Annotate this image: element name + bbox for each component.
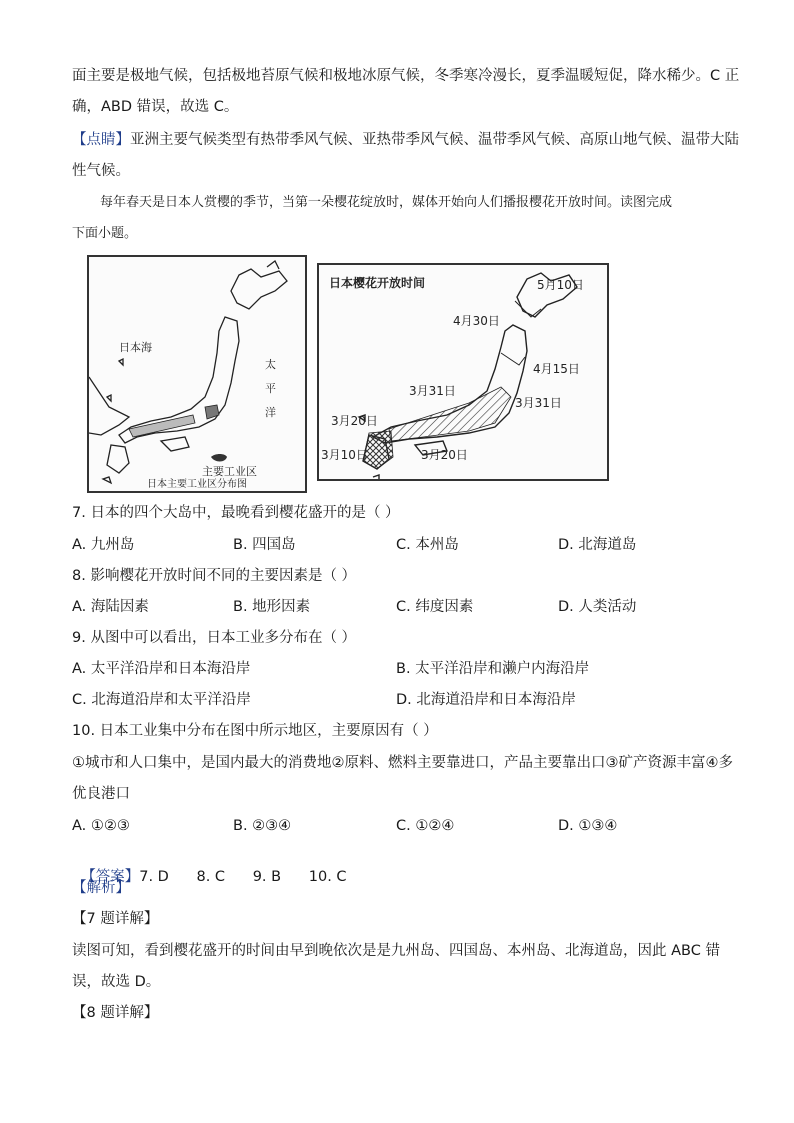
- q7-detail-label: 【7 题详解】: [72, 911, 159, 927]
- intro-line-2: 确，ABD 错误，故选 C。: [72, 99, 239, 115]
- q9-option-c: C. 北海道沿岸和太平洋沿岸: [72, 692, 251, 708]
- question-8-text: 影响樱花开放时间不同的主要因素是（ ）: [90, 568, 357, 584]
- question-9-text: 从图中可以看出，日本工业多分布在（ ）: [90, 630, 357, 646]
- date-label-3: 4月15日: [533, 362, 580, 376]
- question-7: [72, 503, 400, 523]
- question-8-number: 8.: [72, 568, 86, 584]
- date-label-5: 3月31日: [515, 396, 562, 410]
- tip-line-1: [72, 130, 739, 150]
- q10-option-d: D. ①③④: [558, 818, 618, 834]
- date-label-6: 3月20日: [331, 414, 378, 428]
- q9-option-b: B. 太平洋沿岸和濑户内海沿岸: [396, 661, 590, 677]
- question-8: [72, 566, 356, 586]
- tip-text-1: 亚洲主要气候类型有热带季风气候、亚热带季风气候、温带季风气候、高原山地气候、温带大陆: [130, 132, 739, 148]
- tip-line-2: 性气候。: [72, 163, 130, 179]
- q8-detail-label: 【8 题详解】: [72, 1005, 159, 1021]
- q7-option-c: C. 本州岛: [396, 537, 459, 553]
- analysis-label: 【解析】: [72, 880, 130, 896]
- date-label-8: 3月20日: [421, 448, 468, 462]
- q8-option-b: B. 地形因素: [233, 599, 311, 615]
- q10-option-b: B. ②③④: [233, 818, 292, 834]
- industry-legend-icon: [211, 454, 227, 462]
- q7-option-a: A. 九州岛: [72, 537, 135, 553]
- date-label-7: 3月10日: [321, 448, 368, 462]
- sakura-map: [317, 263, 609, 481]
- sakura-map-title: 日本樱花开放时间: [329, 276, 426, 290]
- question-7-text: 日本的四个大岛中，最晚看到樱花盛开的是（ ）: [90, 505, 400, 521]
- legend-label: 主要工业区: [202, 465, 257, 478]
- q7-detail-line-2: 误，故选 D。: [72, 974, 161, 990]
- q9-option-a: A. 太平洋沿岸和日本海沿岸: [72, 661, 251, 677]
- industrial-map: [87, 255, 307, 493]
- question-10-number: 10.: [72, 723, 96, 739]
- q8-option-d: D. 人类活动: [558, 599, 637, 615]
- date-label-4: 3月31日: [409, 384, 456, 398]
- question-7-number: 7.: [72, 505, 86, 521]
- question-10-statements-2: 优良港口: [72, 786, 130, 802]
- answer-label: 【答案】: [81, 869, 140, 885]
- q7-option-b: B. 四国岛: [233, 537, 296, 553]
- ocean-label: 太平洋: [265, 358, 276, 419]
- q7-option-d: D. 北海道岛: [558, 537, 637, 553]
- intro-line-1: 面主要是极地气候，包括极地苔原气候和极地冰原气候，冬季寒冷漫长，夏季温暖短促，降水稀少。C 正: [72, 68, 740, 84]
- question-10-text: 日本工业集中分布在图中所示地区，主要原因有（ ）: [99, 723, 438, 739]
- sakura-map-drawing: [319, 265, 607, 479]
- q9-option-d: D. 北海道沿岸和日本海沿岸: [396, 692, 576, 708]
- sea-label: 日本海: [119, 341, 152, 354]
- q10-option-a: A. ①②③: [72, 818, 130, 834]
- question-9-number: 9.: [72, 630, 86, 646]
- answer-text: 7. D 8. C 9. B 10. C: [139, 869, 347, 885]
- q8-option-c: C. 纬度因素: [396, 599, 474, 615]
- q8-option-a: A. 海陆因素: [72, 599, 149, 615]
- question-10: [72, 721, 438, 741]
- date-label-2: 4月30日: [453, 314, 500, 328]
- map-caption: 日本主要工业区分布图: [147, 479, 247, 490]
- question-10-statements-1: ①城市和人口集中，是国内最大的消费地②原料、燃料主要靠进口，产品主要靠出口③矿产资源丰富④多: [72, 755, 733, 771]
- tip-label: 【点睛】: [72, 132, 130, 148]
- stem-line-1: 每年春天是日本人赏樱的季节，当第一朵樱花绽放时，媒体开始向人们播报樱花开放时间。读图完成: [100, 195, 673, 210]
- date-label-1: 5月10日: [537, 278, 584, 292]
- q10-option-c: C. ①②④: [396, 818, 455, 834]
- question-9: [72, 628, 356, 648]
- stem-line-2: 下面小题。: [72, 226, 138, 241]
- q7-detail-line-1: 读图可知，看到樱花盛开的时间由早到晚依次是是九州岛、四国岛、本州岛、北海道岛，因此 ABC 错: [72, 943, 720, 959]
